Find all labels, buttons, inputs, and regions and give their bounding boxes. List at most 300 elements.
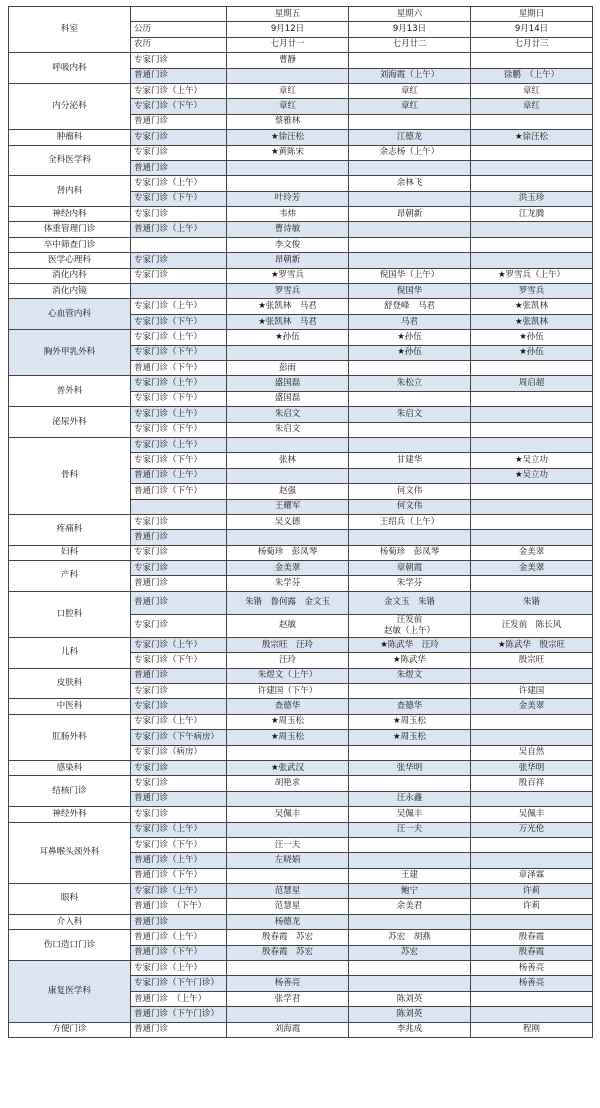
doctor-cell	[471, 222, 593, 237]
doctor-cell	[471, 437, 593, 452]
doctor-cell: 朱启文	[227, 407, 349, 422]
doctor-cell	[349, 961, 471, 976]
clinic-type: 专家门诊	[131, 253, 227, 268]
department-name: 胸外甲乳外科	[9, 330, 131, 376]
clinic-type: 普通门诊 （下午）	[131, 899, 227, 914]
doctor-cell: 吴佩丰	[227, 807, 349, 822]
doctor-cell: ★张武汉	[227, 760, 349, 775]
doctor-cell: 胡艳求	[227, 776, 349, 791]
clinic-type: 专家门诊（上午）	[131, 407, 227, 422]
doctor-cell	[349, 253, 471, 268]
schedule-row	[9, 776, 593, 791]
doctor-cell: 苏宏	[349, 945, 471, 960]
doctor-cell: 许莉	[471, 884, 593, 899]
department-name: 伤口造口门诊	[9, 930, 131, 961]
doctor-cell: 蔡雅林	[227, 114, 349, 129]
clinic-type: 专家门诊（病房）	[131, 745, 227, 760]
clinic-type: 专家门诊（上午）	[131, 884, 227, 899]
doctor-cell	[227, 437, 349, 452]
doctor-cell: 昂朝新	[227, 253, 349, 268]
header-lunar-date: 七月廿一	[227, 37, 349, 52]
header-row-weekday	[9, 7, 593, 22]
doctor-cell: 章红	[349, 83, 471, 98]
schedule-row	[9, 930, 593, 945]
doctor-cell	[349, 976, 471, 991]
doctor-cell: ★吴立功	[471, 468, 593, 483]
clinic-type: 专家门诊	[131, 207, 227, 222]
doctor-cell: ★孙伍	[227, 330, 349, 345]
doctor-cell	[471, 853, 593, 868]
department-name: 妇科	[9, 545, 131, 560]
doctor-cell: ★张凯林 马君	[227, 299, 349, 314]
doctor-cell: 吴义德	[227, 514, 349, 529]
department-name: 方便门诊	[9, 1022, 131, 1037]
clinic-type: 专家门诊（下午）	[131, 422, 227, 437]
doctor-cell: 赵敏	[227, 614, 349, 637]
department-name: 肛肠外科	[9, 714, 131, 760]
clinic-type: 专家门诊（下午）	[131, 391, 227, 406]
schedule-row	[9, 591, 593, 614]
clinic-type: 普通门诊（上午）	[131, 930, 227, 945]
doctor-cell	[471, 484, 593, 499]
doctor-cell	[471, 791, 593, 806]
doctor-cell: ★周玉松	[227, 714, 349, 729]
department-name: 眼科	[9, 884, 131, 915]
schedule-row	[9, 1022, 593, 1037]
doctor-cell: 杨善亮	[471, 976, 593, 991]
doctor-cell: 曹诗敏	[227, 222, 349, 237]
clinic-type: 专家门诊	[131, 699, 227, 714]
doctor-cell: 王建	[349, 868, 471, 883]
doctor-cell	[227, 468, 349, 483]
doctor-cell: 李文俊	[227, 237, 349, 252]
clinic-type: 专家门诊（上午）	[131, 83, 227, 98]
doctor-cell	[471, 837, 593, 852]
doctor-cell: 倪国华	[349, 284, 471, 299]
doctor-cell: 朱启文	[349, 407, 471, 422]
doctor-cell: 苏宏 胡燕	[349, 930, 471, 945]
schedule-row	[9, 760, 593, 775]
doctor-cell: ★孙伍	[471, 345, 593, 360]
doctor-cell	[471, 714, 593, 729]
doctor-cell: 朱煜文（上午）	[227, 668, 349, 683]
doctor-cell	[471, 407, 593, 422]
doctor-cell: 昂朝新	[349, 207, 471, 222]
doctor-cell: 朱锴	[471, 591, 593, 614]
doctor-cell: 叶玲芳	[227, 191, 349, 206]
header-lunar-date: 七月廿二	[349, 37, 471, 52]
schedule-row	[9, 961, 593, 976]
doctor-cell: 范慧星	[227, 884, 349, 899]
doctor-cell: 罗雪兵	[471, 284, 593, 299]
clinic-type: 专家门诊（下午）	[131, 837, 227, 852]
schedule-row	[9, 237, 593, 252]
clinic-type: 专家门诊（上午）	[131, 637, 227, 652]
clinic-type: 普通门诊	[131, 791, 227, 806]
doctor-cell: 朱松立	[349, 376, 471, 391]
department-name: 呼吸内科	[9, 53, 131, 84]
department-name: 卒中筛查门诊	[9, 237, 131, 252]
doctor-cell: 江德龙	[349, 130, 471, 145]
header-dept-label: 科室	[9, 7, 131, 53]
doctor-cell: 章红	[349, 99, 471, 114]
doctor-cell: ★孙伍	[471, 330, 593, 345]
doctor-cell: 倪国华（上午）	[349, 268, 471, 283]
doctor-cell	[471, 237, 593, 252]
department-name: 疼痛科	[9, 514, 131, 545]
clinic-type: 普通门诊（上午）	[131, 222, 227, 237]
schedule-row	[9, 699, 593, 714]
doctor-cell: 张林	[227, 453, 349, 468]
doctor-cell: 罗雪兵	[227, 284, 349, 299]
clinic-type: 普通门诊	[131, 68, 227, 83]
doctor-cell: ★周玉松	[349, 714, 471, 729]
doctor-cell	[349, 776, 471, 791]
schedule-row	[9, 176, 593, 191]
schedule-row	[9, 268, 593, 283]
clinic-type: 专家门诊（上午）	[131, 714, 227, 729]
schedule-row	[9, 284, 593, 299]
doctor-cell: 余美君	[349, 899, 471, 914]
clinic-type: 专家门诊（下午门诊）	[131, 976, 227, 991]
doctor-cell	[349, 53, 471, 68]
doctor-cell: 朱启文	[227, 422, 349, 437]
doctor-cell: ★孙伍	[349, 330, 471, 345]
schedule-row	[9, 437, 593, 452]
doctor-cell: 彭雨	[227, 360, 349, 375]
doctor-cell	[471, 391, 593, 406]
doctor-cell	[227, 745, 349, 760]
doctor-cell: ★徐汪松	[227, 130, 349, 145]
department-name: 神经内科	[9, 207, 131, 222]
doctor-cell: 范慧星	[227, 899, 349, 914]
doctor-cell	[471, 730, 593, 745]
doctor-cell: 殷春霞	[471, 930, 593, 945]
doctor-cell: 吴自然	[471, 745, 593, 760]
header-weekday: 星期六	[349, 7, 471, 22]
schedule-table	[8, 6, 593, 1038]
clinic-type: 专家门诊（下午病房）	[131, 730, 227, 745]
clinic-type: 专家门诊	[131, 684, 227, 699]
doctor-cell: ★周玉松	[349, 730, 471, 745]
clinic-type: 专家门诊	[131, 807, 227, 822]
doctor-cell: ★黄陈宋	[227, 145, 349, 160]
doctor-cell	[227, 160, 349, 175]
doctor-cell	[227, 345, 349, 360]
department-name: 结核门诊	[9, 776, 131, 807]
header-date: 9月12日	[227, 22, 349, 37]
doctor-cell: 殷春霞 苏宏	[227, 945, 349, 960]
schedule-row	[9, 407, 593, 422]
header-gregorian-label: 公历	[131, 22, 227, 37]
department-name: 神经外科	[9, 807, 131, 822]
doctor-cell	[349, 422, 471, 437]
doctor-cell: 曹静	[227, 53, 349, 68]
doctor-cell	[227, 1007, 349, 1022]
doctor-cell: 杨善亮	[227, 976, 349, 991]
department-name: 口腔科	[9, 591, 131, 637]
doctor-cell	[471, 422, 593, 437]
doctor-cell: 查德华	[349, 699, 471, 714]
clinic-type: 专家门诊（上午）	[131, 330, 227, 345]
department-name: 皮肤科	[9, 668, 131, 699]
doctor-cell	[227, 791, 349, 806]
clinic-type: 普通门诊（下午）	[131, 868, 227, 883]
clinic-type: 专家门诊（上午）	[131, 822, 227, 837]
schedule-row	[9, 822, 593, 837]
doctor-cell: 韦炜	[227, 207, 349, 222]
clinic-type: 专家门诊（下午）	[131, 191, 227, 206]
department-name: 骨科	[9, 437, 131, 514]
doctor-cell	[227, 961, 349, 976]
doctor-cell: 刘海霞（上午）	[349, 68, 471, 83]
clinic-type: 普通门诊	[131, 668, 227, 683]
schedule-row	[9, 299, 593, 314]
department-name: 内分泌科	[9, 83, 131, 129]
doctor-cell: 周启超	[471, 376, 593, 391]
doctor-cell	[349, 684, 471, 699]
schedule-row	[9, 222, 593, 237]
header-lunar-date: 七月廿三	[471, 37, 593, 52]
doctor-cell: 程刚	[471, 1022, 593, 1037]
doctor-cell: 杨菊珍 彭凤琴	[349, 545, 471, 560]
department-name: 心血管内科	[9, 299, 131, 330]
clinic-type: 普通门诊	[131, 530, 227, 545]
doctor-cell: 金美翠	[471, 545, 593, 560]
doctor-cell: 许建国（下午）	[227, 684, 349, 699]
clinic-type: 专家门诊	[131, 614, 227, 637]
doctor-cell	[471, 514, 593, 529]
doctor-cell: 盛国磊	[227, 391, 349, 406]
clinic-type: 专家门诊（下午）	[131, 653, 227, 668]
header-weekday: 星期五	[227, 7, 349, 22]
doctor-cell: ★张凯林	[471, 314, 593, 329]
clinic-type: 普通门诊	[131, 114, 227, 129]
schedule-row	[9, 514, 593, 529]
clinic-type: 专家门诊（上午）	[131, 961, 227, 976]
clinic-type: 专家门诊（下午）	[131, 314, 227, 329]
department-name: 肾内科	[9, 176, 131, 207]
doctor-cell: 许建国	[471, 684, 593, 699]
doctor-cell: 汪永鑫	[349, 791, 471, 806]
department-name: 耳鼻喉头颈外科	[9, 822, 131, 884]
doctor-cell: 王耀军	[227, 499, 349, 514]
doctor-cell	[349, 391, 471, 406]
schedule-row	[9, 807, 593, 822]
doctor-cell: 王绍兵（上午）	[349, 514, 471, 529]
doctor-cell	[471, 668, 593, 683]
doctor-cell	[227, 868, 349, 883]
clinic-type: 专家门诊（下午）	[131, 453, 227, 468]
department-name: 儿科	[9, 637, 131, 668]
doctor-cell	[471, 991, 593, 1006]
schedule-row	[9, 637, 593, 652]
doctor-cell	[349, 914, 471, 929]
header-date: 9月13日	[349, 22, 471, 37]
doctor-cell: 张华明	[471, 760, 593, 775]
doctor-cell	[349, 191, 471, 206]
header-lunar-label: 农历	[131, 37, 227, 52]
clinic-type: 专家门诊	[131, 776, 227, 791]
schedule-row	[9, 253, 593, 268]
doctor-cell	[471, 160, 593, 175]
doctor-cell: 殷春霞 苏宏	[227, 930, 349, 945]
doctor-cell: 章红	[471, 99, 593, 114]
schedule-row	[9, 668, 593, 683]
schedule-row	[9, 714, 593, 729]
doctor-cell: 舒登峰 马君	[349, 299, 471, 314]
doctor-cell: 杨菊珍 彭凤琴	[227, 545, 349, 560]
clinic-type: 专家门诊	[131, 268, 227, 283]
doctor-cell	[471, 176, 593, 191]
doctor-cell: 查德华	[227, 699, 349, 714]
clinic-type	[131, 237, 227, 252]
schedule-page	[8, 6, 592, 1038]
header-date: 9月14日	[471, 22, 593, 37]
doctor-cell: 刘海霞	[227, 1022, 349, 1037]
department-name: 中医科	[9, 699, 131, 714]
clinic-type: 普通门诊	[131, 576, 227, 591]
doctor-cell	[471, 53, 593, 68]
doctor-cell	[227, 68, 349, 83]
schedule-row	[9, 207, 593, 222]
doctor-cell: ★吴立功	[471, 453, 593, 468]
doctor-cell: 赵强	[227, 484, 349, 499]
clinic-type: 普通门诊（下午）	[131, 484, 227, 499]
clinic-type: 普通门诊（上午）	[131, 468, 227, 483]
doctor-cell	[471, 253, 593, 268]
doctor-cell	[471, 499, 593, 514]
doctor-cell: 汪一夫	[227, 837, 349, 852]
doctor-cell	[349, 222, 471, 237]
doctor-cell: 章朝霞	[349, 561, 471, 576]
doctor-cell	[471, 530, 593, 545]
clinic-type	[131, 284, 227, 299]
doctor-cell: 张学君	[227, 991, 349, 1006]
department-name: 肿瘤科	[9, 130, 131, 145]
doctor-cell: ★孙伍	[349, 345, 471, 360]
doctor-cell	[349, 468, 471, 483]
schedule-row	[9, 145, 593, 160]
schedule-row	[9, 376, 593, 391]
clinic-type: 专家门诊	[131, 561, 227, 576]
doctor-cell	[471, 576, 593, 591]
clinic-type: 专家门诊	[131, 545, 227, 560]
clinic-type: 普通门诊	[131, 1022, 227, 1037]
doctor-cell: 陈刘英	[349, 991, 471, 1006]
doctor-cell: 殷宗旺 汪玲	[227, 637, 349, 652]
schedule-row	[9, 330, 593, 345]
schedule-row	[9, 130, 593, 145]
doctor-cell: 鲍宁	[349, 884, 471, 899]
doctor-cell: 余林飞	[349, 176, 471, 191]
doctor-cell	[471, 360, 593, 375]
doctor-cell: 江龙腾	[471, 207, 593, 222]
clinic-type: 普通门诊（上午）	[131, 853, 227, 868]
doctor-cell: 甘建华	[349, 453, 471, 468]
doctor-cell: 金美翠	[227, 561, 349, 576]
department-name: 康复医学科	[9, 961, 131, 1023]
clinic-type: 专家门诊（上午）	[131, 176, 227, 191]
doctor-cell: ★陈武华 汪玲	[349, 637, 471, 652]
doctor-cell-line: 汪发前	[396, 614, 423, 625]
clinic-type: 专家门诊（上午）	[131, 437, 227, 452]
schedule-row	[9, 53, 593, 68]
doctor-cell: 章红	[471, 83, 593, 98]
clinic-type: 普通门诊 （上午）	[131, 991, 227, 1006]
doctor-cell	[471, 1007, 593, 1022]
clinic-type: 普通门诊	[131, 914, 227, 929]
clinic-type: 普通门诊（下午）	[131, 360, 227, 375]
schedule-row	[9, 914, 593, 929]
doctor-cell: 汪发前 陈长风	[471, 614, 593, 637]
doctor-cell: 朱煜文	[349, 668, 471, 683]
department-name: 医学心理科	[9, 253, 131, 268]
department-name: 介入科	[9, 914, 131, 929]
doctor-cell	[349, 160, 471, 175]
doctor-cell	[227, 530, 349, 545]
doctor-cell: 李兆成	[349, 1022, 471, 1037]
doctor-cell	[471, 145, 593, 160]
header-row1-type	[131, 7, 227, 22]
clinic-type: 专家门诊（上午）	[131, 299, 227, 314]
doctor-cell: 何文伟	[349, 484, 471, 499]
doctor-cell: ★罗雪兵（上午）	[471, 268, 593, 283]
clinic-type	[131, 499, 227, 514]
doctor-cell: 吴佩丰	[349, 807, 471, 822]
doctor-cell: 杨善亮	[471, 961, 593, 976]
doctor-cell	[349, 114, 471, 129]
doctor-cell: 何文伟	[349, 499, 471, 514]
doctor-cell-line: 赵敏（上午）	[383, 625, 435, 636]
doctor-cell: ★徐汪松	[471, 130, 593, 145]
doctor-cell	[349, 237, 471, 252]
doctor-cell: 汪一夫	[349, 822, 471, 837]
clinic-type: 专家门诊	[131, 130, 227, 145]
doctor-cell: 张华明	[349, 760, 471, 775]
doctor-cell: 金美翠	[471, 699, 593, 714]
doctor-cell: 马君	[349, 314, 471, 329]
doctor-cell: 殷百祥	[471, 776, 593, 791]
clinic-type: 专家门诊	[131, 53, 227, 68]
doctor-cell: ★罗雪兵	[227, 268, 349, 283]
department-name: 普外科	[9, 376, 131, 407]
doctor-cell: 左晓娟	[227, 853, 349, 868]
department-name: 感染科	[9, 760, 131, 775]
doctor-cell	[349, 853, 471, 868]
doctor-cell: 章泽霖	[471, 868, 593, 883]
doctor-cell: ★张凯林 马君	[227, 314, 349, 329]
doctor-cell: 金美翠	[471, 561, 593, 576]
doctor-cell: 许莉	[471, 899, 593, 914]
doctor-cell	[349, 837, 471, 852]
doctor-cell: ★张凯林	[471, 299, 593, 314]
doctor-cell	[349, 614, 471, 637]
doctor-cell	[471, 914, 593, 929]
doctor-cell: 陈刘英	[349, 1007, 471, 1022]
department-name: 体重管理门诊	[9, 222, 131, 237]
department-name: 泌尿外科	[9, 407, 131, 438]
doctor-cell: ★陈武华 殷宗旺	[471, 637, 593, 652]
header-weekday: 星期日	[471, 7, 593, 22]
doctor-cell: 章红	[227, 83, 349, 98]
clinic-type: 专家门诊（上午）	[131, 376, 227, 391]
doctor-cell: 章红	[227, 99, 349, 114]
clinic-type: 普通门诊（下午门诊）	[131, 1007, 227, 1022]
schedule-row	[9, 83, 593, 98]
doctor-cell	[227, 176, 349, 191]
department-name: 消化内镜	[9, 284, 131, 299]
